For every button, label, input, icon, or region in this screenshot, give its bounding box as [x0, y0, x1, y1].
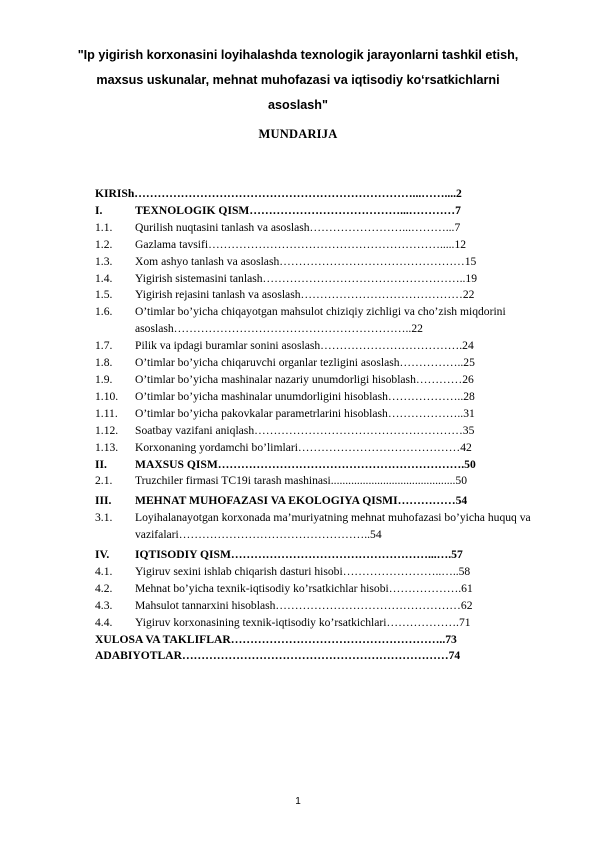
toc-entry-title: Soatbay vazifani aniqlash………………………………………………35	[135, 423, 475, 437]
toc-entry	[95, 581, 550, 598]
toc-entry-title: Gazlama tavsifi…………………………………………………….....12	[135, 237, 467, 251]
toc-entry-title: Yigiruv sexini ishlab chiqarish dasturi hisobi……………………..…..58	[135, 564, 471, 578]
toc-entry-title: Pilik va ipdagi buramlar sonini asoslash……………………………….24	[135, 339, 474, 353]
toc-entry	[95, 287, 550, 304]
toc-entry	[95, 648, 550, 665]
toc-entry-title: XULOSA VA TAKLIFLAR………………………………………………..73	[95, 632, 457, 646]
toc-entry-number: I.	[95, 203, 103, 217]
toc-entry	[95, 304, 550, 338]
toc-entry	[95, 564, 550, 581]
toc-entry-number: 1.9.	[95, 372, 113, 386]
toc-entry-title: Mahsulot tannarxini hisoblash…………………………………………62	[135, 598, 473, 612]
toc-entry-title: Qurilish nuqtasini tanlash va asoslash……………………...………...7	[135, 220, 461, 234]
document-title: "Ip yigirish korxonasini loyihalashda texnologik jarayonlarni tashkil etish, maxsus uskunalar, mehnat muhofazasi va iqtisodiy ko‘rsatkichlarni asoslash"	[77, 48, 519, 112]
toc-entry-number: IV.	[95, 548, 110, 562]
page-number: 1	[295, 796, 301, 807]
toc-entry	[95, 493, 550, 510]
toc-entry	[95, 510, 550, 544]
toc-entry	[95, 598, 550, 615]
toc-entry-title: KIRISh………………………………………………………………...……....2	[95, 187, 462, 200]
toc-entry-title: Loyihalanayotgan korxonada ma’muriyatning mehnat muhofazasi bo’yicha huquq va vazifalari…………………………………………..54	[135, 511, 531, 542]
toc-entry	[95, 220, 550, 237]
toc-entry-number: 4.3.	[95, 598, 113, 612]
toc-entry-number: 4.4.	[95, 615, 113, 629]
toc-entry-title: Yigiruv korxonasining texnik-iqtisodiy ko’rsatkichlari……………….71	[135, 615, 471, 629]
toc-entry-title: O’timlar bo’yicha mashinalar nazariy unumdorligi hisoblash…………26	[135, 372, 474, 386]
toc-entry-number: 1.2.	[95, 237, 113, 251]
table-of-contents	[95, 186, 550, 665]
toc-entry-title: O’timlar bo’yicha chiqayotgan mahsulot chiziqiy zichligi va cho’zish miqdorini asoslash……………………………………………………..22	[135, 305, 506, 336]
toc-entry-title: MEHNAT MUHOFAZASI VA EKOLOGIYA QISMI……………54	[135, 494, 468, 508]
toc-entry	[95, 237, 550, 254]
toc-entry-number: 1.4.	[95, 271, 113, 285]
toc-entry	[95, 338, 550, 355]
toc-entry-number: 1.6.	[95, 305, 113, 319]
toc-entry-title: Yigirish rejasini tanlash va asoslash……………………………………22	[135, 288, 475, 302]
toc-entry-title: MAXSUS QISM……………………………………………………….50	[135, 457, 476, 471]
toc-entry	[95, 440, 550, 457]
toc-entry	[95, 547, 550, 564]
toc-entry-title: IQTISODIY QISM……………………………………………...….57	[135, 548, 463, 562]
toc-entry-number: III.	[95, 494, 112, 508]
toc-entry	[95, 457, 550, 474]
toc-entry-number: 4.2.	[95, 581, 113, 595]
toc-entry-number: 1.8.	[95, 356, 113, 370]
contents-heading: MUNDARIJA	[258, 127, 338, 141]
toc-entry	[95, 254, 550, 271]
toc-entry-number: 3.1.	[95, 511, 113, 525]
toc-entry-number: 1.7.	[95, 339, 113, 353]
toc-entry-title: ADABIYOTLAR……………………………………………………………74	[95, 649, 461, 663]
toc-entry-number: 1.13.	[95, 440, 119, 454]
toc-entry	[95, 355, 550, 372]
toc-entry	[95, 423, 550, 440]
toc-entry-title: O’timlar bo’yicha mashinalar unumdorligini hisoblash………………..28	[135, 389, 475, 403]
toc-entry-number: 1.5.	[95, 288, 113, 302]
toc-entry-title: Yigirish sistemasini tanlash……………………………………………..19	[135, 271, 478, 285]
toc-entry	[95, 372, 550, 389]
toc-entry	[95, 406, 550, 423]
toc-entry	[95, 203, 550, 220]
toc-entry-title: Xom ashyo tanlash va asoslash…………………………………………15	[135, 254, 477, 268]
toc-entry-number: 1.11.	[95, 406, 118, 420]
toc-entry-title: O’timlar bo’yicha chiqaruvchi organlar tezligini asoslash……………..25	[135, 356, 475, 370]
toc-entry	[95, 473, 550, 490]
toc-entry-number: 1.3.	[95, 254, 113, 268]
toc-entry-number: 2.1.	[95, 474, 113, 488]
toc-entry-number: 1.12.	[95, 423, 119, 437]
toc-entry	[95, 186, 550, 203]
toc-entry-title: TEXNOLOGIK QISM…………………………………...…………7	[135, 203, 461, 217]
toc-entry	[95, 632, 550, 649]
toc-entry-title: Mehnat bo’yicha texnik-iqtisodiy ko’rsatkichlar hisobi……………….61	[135, 581, 473, 595]
toc-entry-number: 1.1.	[95, 220, 113, 234]
toc-entry-title: Korxonaning yordamchi bo’limlari……………………………………42	[135, 440, 472, 454]
toc-entry	[95, 615, 550, 632]
toc-entry-title: Truzchiler firmasi TC19i tarash mashinasi...........................................50	[135, 474, 468, 488]
toc-entry-title: O’timlar bo’yicha pakovkalar parametrlarini hisoblash………………..31	[135, 406, 475, 420]
toc-entry-number: 4.1.	[95, 564, 113, 578]
toc-entry-number: II.	[95, 457, 107, 471]
toc-entry	[95, 389, 550, 406]
toc-entry-number: 1.10.	[95, 389, 119, 403]
toc-entry	[95, 271, 550, 288]
